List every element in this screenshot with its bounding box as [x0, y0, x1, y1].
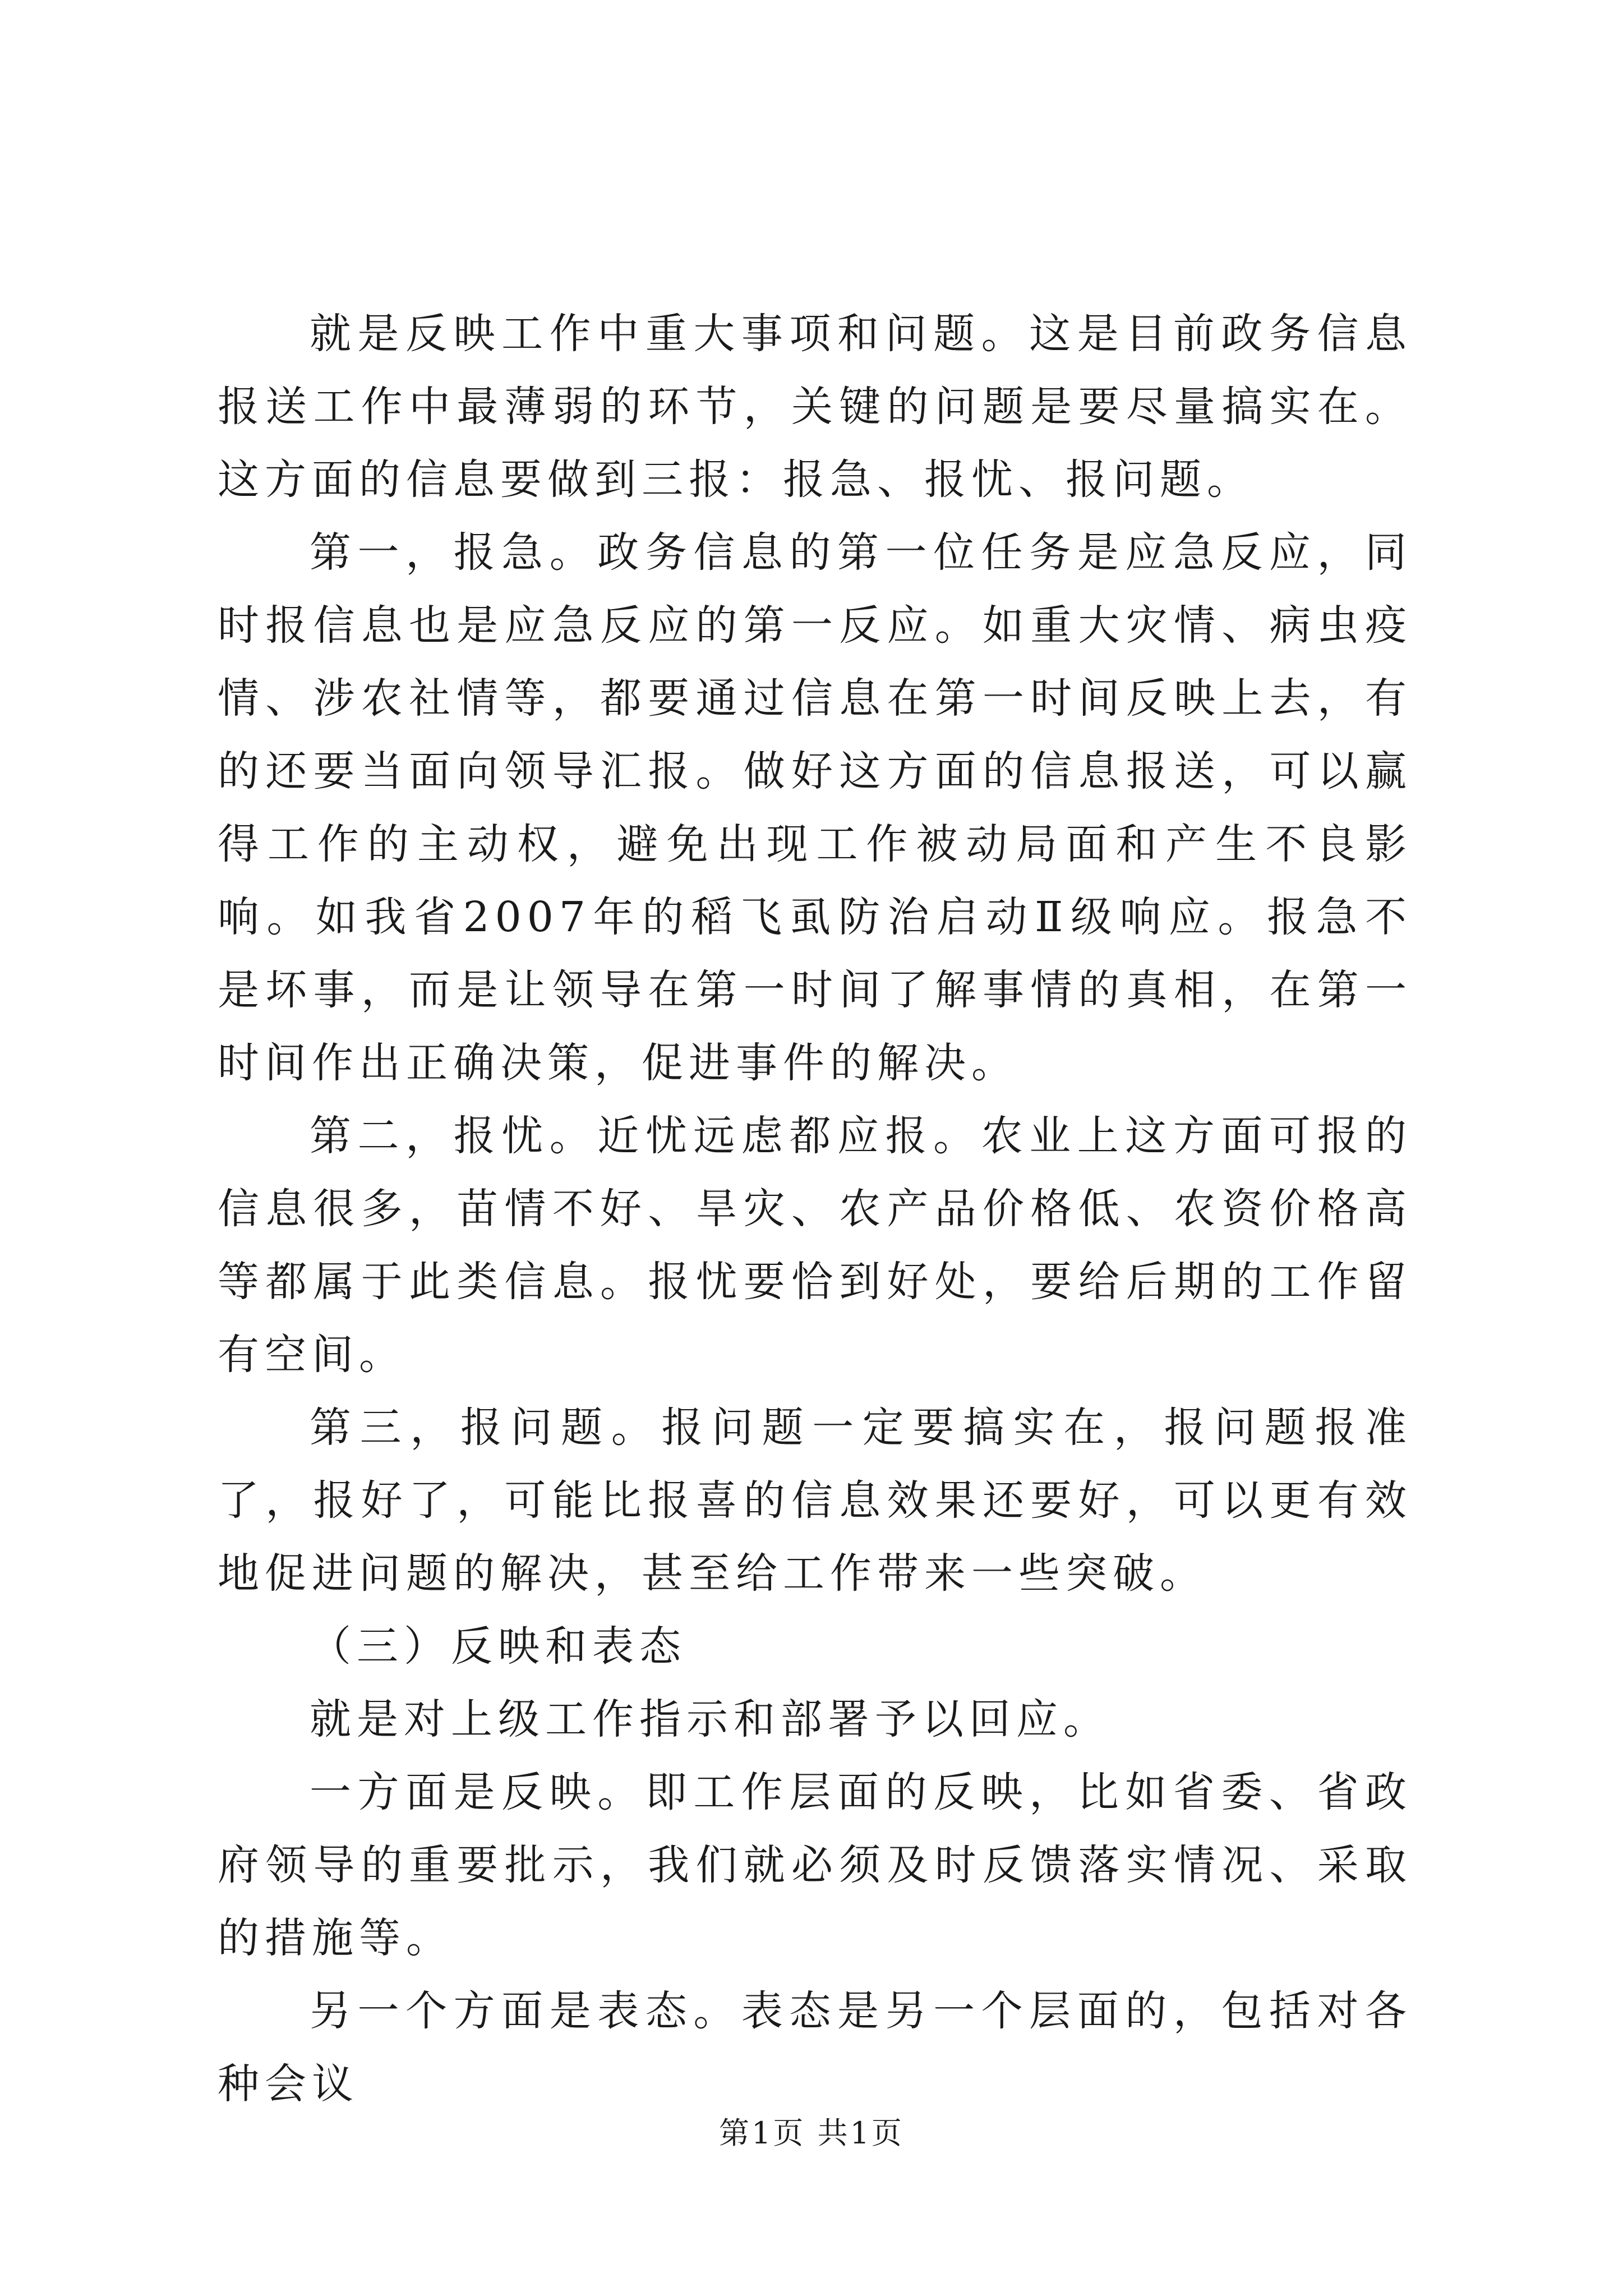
section-heading-response: （三）反映和表态 [310, 1622, 686, 1671]
paragraph-report-problems: 第三，报问题。报问题一定要搞实在，报问题报准了，报好了，可能比报喜的信息效果还要好，可以更有效地促进问题的解决，甚至给工作带来一些突破。 [218, 1404, 1412, 1598]
paragraph-major-issues: 就是反映工作中重大事项和问题。这是目前政务信息报送工作中最薄弱的环节，关键的问题是要尽量搞实在。这方面的信息要做到三报：报急、报忧、报问题。 [218, 310, 1412, 504]
paragraph-report-concerns: 第二，报忧。近忧远虑都应报。农业上这方面可报的信息很多，苗情不好、旱灾、农产品价格低、农资价格高等都属于此类信息。报忧要恰到好处，要给后期的工作留有空间。 [218, 1112, 1412, 1379]
page-footer: 第1页 共1页 [719, 2115, 904, 2151]
paragraph-feedback: 一方面是反映。即工作层面的反映，比如省委、省政府领导的重要批示，我们就必须及时反馈落实情况、采取的措施等。 [218, 1768, 1412, 1962]
paragraph-stance: 另一个方面是表态。表态是另一个层面的，包括对各种会议 [218, 1987, 1412, 2108]
document-body [218, 297, 1412, 2120]
paragraph-response-intro: 就是对上级工作指示和部署予以回应。 [310, 1695, 1110, 1743]
paragraph-report-urgent: 第一，报急。政务信息的第一位任务是应急反应，同时报信息也是应急反应的第一反应。如重大灾情、病虫疫情、涉农社情等，都要通过信息在第一时间反映上去，有的还要当面向领导汇报。做好这方面的信息报送，可以赢得工作的主动权，避免出现工作被动局面和产生不良影响。如我省2007年的稻飞虱防治启动Ⅱ级响应。报急不是坏事，而是让领导在第一时间了解事情的真相，在第一时间作出正确决策，促进事件的解决。 [218, 528, 1412, 1087]
